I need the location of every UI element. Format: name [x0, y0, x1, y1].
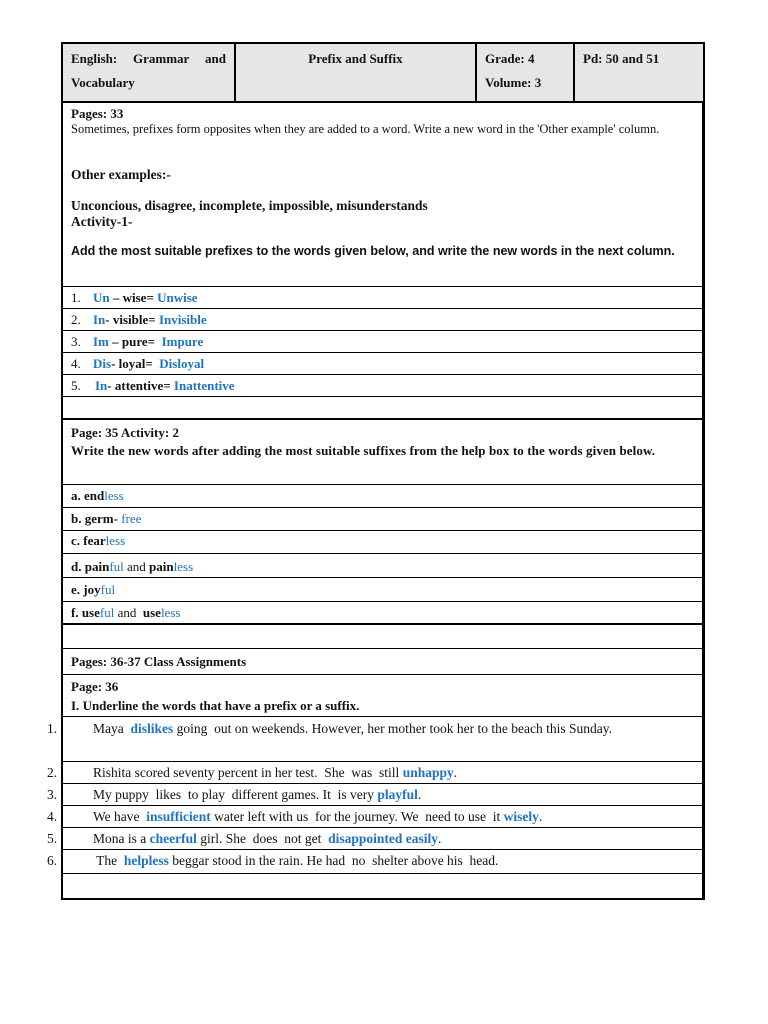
suffix-part-2: less: [173, 559, 194, 574]
grade-label: Grade: 4: [485, 51, 535, 66]
header-row: [63, 44, 703, 103]
subject-word-1: English:: [71, 51, 118, 66]
prefix-mid: - loyal=: [111, 356, 160, 371]
blank-row: [63, 397, 703, 420]
prefix-row: [63, 331, 703, 353]
prefix-part: Dis: [93, 356, 112, 371]
worksheet-table: [47, 42, 705, 900]
suffix-row: [63, 602, 703, 625]
prefix-answer: Inattentive: [173, 378, 235, 393]
prefix-num: 2.: [71, 312, 81, 327]
section1-note: Sometimes, prefixes form opposites when they are added to a word. Write a new word in the 'Other example' column.: [71, 122, 660, 136]
prefix-answer: Invisible: [158, 312, 207, 327]
period-cell: [575, 44, 703, 101]
blank-row: [63, 874, 703, 898]
instruction-num: I.: [71, 698, 80, 713]
period-label: Pd: 50 and 51: [583, 51, 660, 66]
prefix-answer: Unwise: [157, 290, 198, 305]
suffix-base-2: use: [142, 605, 161, 620]
highlighted-word: unhappy: [402, 765, 454, 780]
prefix-row: [63, 309, 703, 331]
prefix-mid: – wise=: [109, 290, 158, 305]
volume-label: Volume: 3: [485, 75, 542, 90]
prefix-row: [63, 353, 703, 375]
sentence-num: 3.: [47, 787, 58, 802]
sentence-row: 3. My puppy likes to play different games. It is very playful.: [63, 784, 703, 806]
highlighted-word: playful: [377, 787, 418, 802]
subject-word-2: Grammar: [132, 51, 190, 66]
topic-cell: [236, 44, 477, 101]
highlighted-word: disappointed: [328, 831, 403, 846]
sentence-num: 5.: [47, 831, 58, 846]
sentence-row: 4. We have insufficient water left with us for the journey. We need to use it wisely.: [63, 806, 703, 828]
suffix-row: [63, 554, 703, 578]
instruction-text: the words that have a prefix or a suffix.: [141, 698, 360, 713]
prefix-answer: Impure: [161, 334, 204, 349]
highlighted-word: wisely: [503, 809, 539, 824]
suffix-row: [63, 485, 703, 508]
activity-1-label: Activity-1-: [71, 214, 133, 229]
prefix-num: 5.: [71, 378, 81, 393]
class-assignments-row: [63, 649, 703, 675]
sentence-num: 2.: [47, 765, 58, 780]
suffix-row: [63, 508, 703, 531]
prefix-num: 3.: [71, 334, 81, 349]
suffix-base-2: pain: [149, 559, 174, 574]
sentence-row: [47, 717, 703, 762]
prefix-answer: Disloyal: [159, 356, 205, 371]
activity-2-heading: Page: 35 Activity: 2: [71, 425, 179, 440]
subject-cell: [63, 44, 236, 101]
highlighted-word: dislikes: [130, 721, 174, 736]
section-activity-2: [63, 420, 703, 485]
sentence-num: 6.: [47, 853, 58, 868]
page-36-row: [63, 675, 703, 717]
page-36-label: Page: 36: [71, 679, 119, 694]
sentence-text: Maya dislikes going out on weekends. However, her mother took her to the beach this Sunday.: [93, 721, 613, 736]
suffix-base: b. germ-: [71, 511, 122, 526]
suffix-row: [63, 578, 703, 602]
sentence-row: 2. Rishita scored seventy percent in her test. She was still unhappy.: [63, 762, 703, 784]
sentence-row: 5. Mona is a cheerful girl. She does not get disappointed easily.: [63, 828, 703, 850]
activity-1-instruction: Add the most suitable prefixes to the words given below, and write the new words in the next column.: [71, 244, 675, 258]
prefix-num: 4.: [71, 356, 81, 371]
highlighted-word: helpless: [123, 853, 169, 868]
suffix-base: f. use: [71, 605, 100, 620]
sentence-row: 6. The helpless beggar stood in the rain. He had no shelter above his head.: [63, 850, 703, 874]
prefix-mid: – pure=: [108, 334, 162, 349]
suffix-part: less: [104, 488, 124, 503]
blank-row: [63, 625, 703, 649]
highlighted-word: insufficient: [146, 809, 211, 824]
prefix-mid: - attentive=: [107, 378, 174, 393]
grade-cell: [477, 44, 575, 101]
examples-list: Unconcious, disagree, incomplete, impossible, misunderstands: [71, 198, 428, 213]
other-examples-label: Other examples:-: [71, 167, 171, 182]
suffix-part-2: less: [160, 605, 181, 620]
highlighted-word: cheerful: [149, 831, 197, 846]
prefix-num: 1.: [71, 290, 81, 305]
suffix-base: e. joy: [71, 582, 101, 597]
suffix-part: ful: [99, 605, 115, 620]
highlighted-word: easily: [405, 831, 439, 846]
subject-word-3: and: [205, 51, 226, 66]
suffix-part: less: [105, 533, 126, 548]
suffix-part: ful: [109, 559, 124, 574]
suffix-base: a. end: [71, 488, 105, 503]
pages-33-label: Pages: 33: [71, 106, 124, 121]
suffix-join: and: [123, 559, 150, 574]
prefix-row: [63, 375, 703, 397]
topic-title: Prefix and Suffix: [308, 51, 403, 66]
prefix-mid: - visible=: [105, 312, 159, 327]
suffix-base: d. pain: [71, 559, 110, 574]
sentence-num: 4.: [47, 809, 58, 824]
activity-2-instruction: Write the new words after adding the most suitable suffixes from the help box to the words given below.: [71, 443, 656, 458]
suffix-base: c. fear: [71, 533, 106, 548]
prefix-part: Im: [93, 334, 109, 349]
suffix-row: [63, 531, 703, 554]
suffix-part: free: [121, 511, 142, 526]
suffix-join: and: [114, 605, 143, 620]
suffix-part: ful: [100, 582, 116, 597]
sentence-num: 1.: [47, 721, 58, 736]
prefix-part: In: [93, 312, 106, 327]
class-assignments-heading: Pages: 36-37 Class Assignments: [71, 654, 247, 669]
prefix-part: Un: [93, 290, 110, 305]
prefix-row: [63, 287, 703, 309]
prefix-part: In: [95, 378, 108, 393]
section-pages-33: [63, 101, 703, 287]
subject-line-2: Vocabulary: [71, 75, 135, 90]
instruction-underline-word: Underline: [82, 698, 139, 713]
